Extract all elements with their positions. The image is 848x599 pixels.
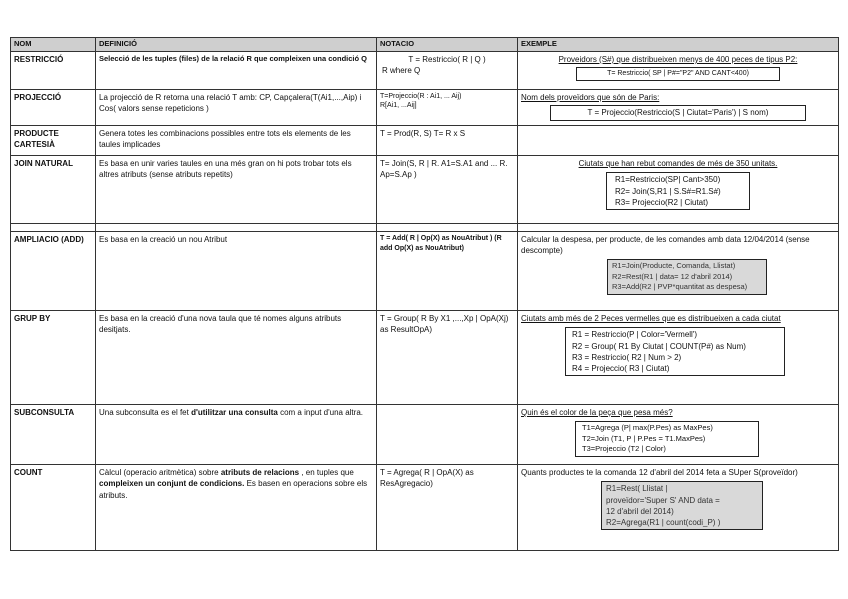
- example-line: R2=Rest(R1 | data= 12 d'abril 2014): [612, 271, 733, 281]
- row-nom: RESTRICCIÓ: [11, 51, 96, 89]
- row-definicio: Es basa en la creació d'una nova taula que té nomes alguns atributs desitjats.: [96, 310, 377, 404]
- row-nom: JOIN NATURAL: [11, 155, 96, 223]
- row-nom: SUBCONSULTA: [11, 404, 96, 464]
- row-notacio: T = Add( R | Op(X) as NouAtribut ) (R add Op(X) as NouAtribut): [377, 231, 518, 310]
- row-exemple: [518, 51, 839, 89]
- row-nom: PROJECCIÓ: [11, 89, 96, 125]
- example-line: T = Projeccio(Restriccio(S | Ciutat='Paris') | S nom): [587, 108, 769, 118]
- example-line: T= Restriccio( SP | P#="P2" AND CANT<400): [607, 70, 749, 78]
- definicio-text: Càlcul (operacio aritmètica) sobre: [99, 467, 221, 477]
- row-notacio: [377, 404, 518, 464]
- row-nom: COUNT: [11, 464, 96, 550]
- example-line: proveïdor='Super S' AND data =: [606, 495, 720, 505]
- row-exemple: [518, 89, 839, 125]
- example-line: T3=Projeccio (T2 | Color): [582, 444, 666, 454]
- example-title: Quants productes te la comanda 12 d'abril del 2014 feta a SUper S(proveïdor): [521, 467, 798, 477]
- row-nom: AMPLIACIO (ADD): [11, 231, 96, 310]
- example-line: R2 = Group( R1 By Ciutat | COUNT(P#) as Num): [572, 341, 746, 351]
- example-line: R2= Join(S,R1 | S.S#=R1.S#): [615, 186, 721, 196]
- table-row: [11, 125, 839, 155]
- example-box: [607, 259, 767, 295]
- example-line: T1=Agrega (P| max(P.Pes) as MaxPes): [582, 423, 713, 433]
- row-definicio: Es basa en unir varies taules en una més gran on hi pots trobar tots els altres atributs (sense atributs repetits): [96, 155, 377, 223]
- row-notacio: T= Join(S, R | R. A1=S.A1 and ... R. Ap=S.Ap ): [377, 155, 518, 223]
- row-definicio: [96, 464, 377, 550]
- definicio-bold: compleixen un conjunt de condicions.: [99, 479, 245, 489]
- example-line: R3 = Restriccio( R2 | Num > 2): [572, 352, 682, 362]
- table-row: [11, 155, 839, 223]
- row-exemple: [518, 464, 839, 550]
- notacio-line: R where Q: [382, 66, 421, 76]
- row-definicio: Selecció de les tuples (files) de la relació R que compleixen una condició Q: [96, 51, 377, 89]
- row-notacio: T = Group( R By X1 ,...,Xp | OpA(Xj) as ResultOpA): [377, 310, 518, 404]
- row-notacio: [377, 89, 518, 125]
- row-notacio: [377, 51, 518, 89]
- example-line: R3= Projeccio(R2 | Ciutat): [615, 197, 708, 207]
- table-row: [11, 464, 839, 550]
- spacer-row: [11, 223, 839, 231]
- example-title: Ciutats que han rebut comandes de més de 350 unitats.: [578, 158, 778, 168]
- header-row: [11, 38, 839, 52]
- row-notacio: T = Agrega( R | OpA(X) as ResAgregacio): [377, 464, 518, 550]
- example-title: Nom dels proveïdors que són de Paris:: [521, 92, 660, 102]
- row-exemple: [518, 231, 839, 310]
- row-notacio: T = Prod(R, S) T= R x S: [377, 125, 518, 155]
- row-exemple: [518, 155, 839, 223]
- table-row: [11, 404, 839, 464]
- definicio-text: , en tuples que: [299, 467, 354, 477]
- definicio-text: Una subconsulta es el fet: [99, 407, 192, 417]
- notacio-line: T=Projeccio(R : Ai1, ... Aij): [380, 92, 462, 100]
- example-box: [575, 421, 759, 457]
- example-title: Proveidors (S#) que distribueixen menys de 400 peces de tipus P2:: [558, 54, 798, 64]
- row-definicio: [96, 404, 377, 464]
- example-box: [606, 172, 750, 210]
- example-title: Calcular la despesa, per producte, de les comandes amb data 12/04/2014 (sense descompte): [521, 234, 810, 256]
- table-row: [11, 89, 839, 125]
- example-line: R1=Join(Producte, Comanda, Llistat): [612, 261, 736, 271]
- table-row: [11, 310, 839, 404]
- example-line: 12 d'abril del 2014): [606, 506, 674, 516]
- example-line: T2=Join (T1, P | P.Pes = T1.MaxPes): [582, 433, 706, 443]
- header-definicio: DEFINICIÓ: [96, 38, 377, 52]
- definicio-bold: d'utilitzar una consulta: [191, 407, 278, 417]
- row-exemple: [518, 404, 839, 464]
- table-row: [11, 51, 839, 89]
- example-box: [576, 67, 780, 81]
- notacio-line: R[Ai1, ...Aij]: [380, 101, 417, 109]
- row-definicio: La projecció de R retorna una relació T amb: CP, Capçalera(T(Ai1,...,Aip) i Cos( valors sense repeticions ): [96, 89, 377, 125]
- example-line: R1=Restriccio(SP| Cant>350): [615, 175, 721, 185]
- row-definicio: Genera totes les combinacions possibles entre tots els elements de les taules implicades: [96, 125, 377, 155]
- header-exemple: EXEMPLE: [518, 38, 839, 52]
- notacio-line: T = Restriccio( R | Q ): [408, 54, 486, 64]
- header-nom: NOM: [11, 38, 96, 52]
- example-box: [565, 327, 785, 376]
- example-line: R2=Agrega(R1 | count(codi_P) ): [606, 518, 721, 528]
- row-nom: PRODUCTE CARTESIÀ: [11, 125, 96, 155]
- row-definicio: Es basa en la creació un nou Atribut: [96, 231, 377, 310]
- row-exemple: [518, 125, 839, 155]
- header-notacio: NOTACIO: [377, 38, 518, 52]
- example-line: R3=Add(R2 | PVP*quantitat as despesa): [612, 282, 748, 292]
- definicio-bold: atributs de relacions: [220, 467, 300, 477]
- row-nom: GRUP BY: [11, 310, 96, 404]
- example-line: R1=Rest( Llistat |: [606, 484, 668, 494]
- definicio-text: Es basen en operacions sobre els atributs.: [99, 479, 368, 501]
- example-line: R1 = Restriccio(P | Color='Vermell'): [572, 330, 698, 340]
- example-box: [550, 105, 806, 120]
- example-box: [601, 481, 763, 530]
- definicio-text: com a input d'una altra.: [277, 407, 363, 417]
- example-title: Ciutats amb més de 2 Peces vermelles que es distribueixen a cada ciutat: [521, 313, 781, 323]
- relational-algebra-table: [10, 37, 839, 551]
- row-exemple: [518, 310, 839, 404]
- example-line: R4 = Projeccio( R3 | Ciutat): [572, 364, 670, 374]
- example-title: Quin és el color de la peça que pesa més?: [521, 407, 673, 417]
- table-row: [11, 231, 839, 310]
